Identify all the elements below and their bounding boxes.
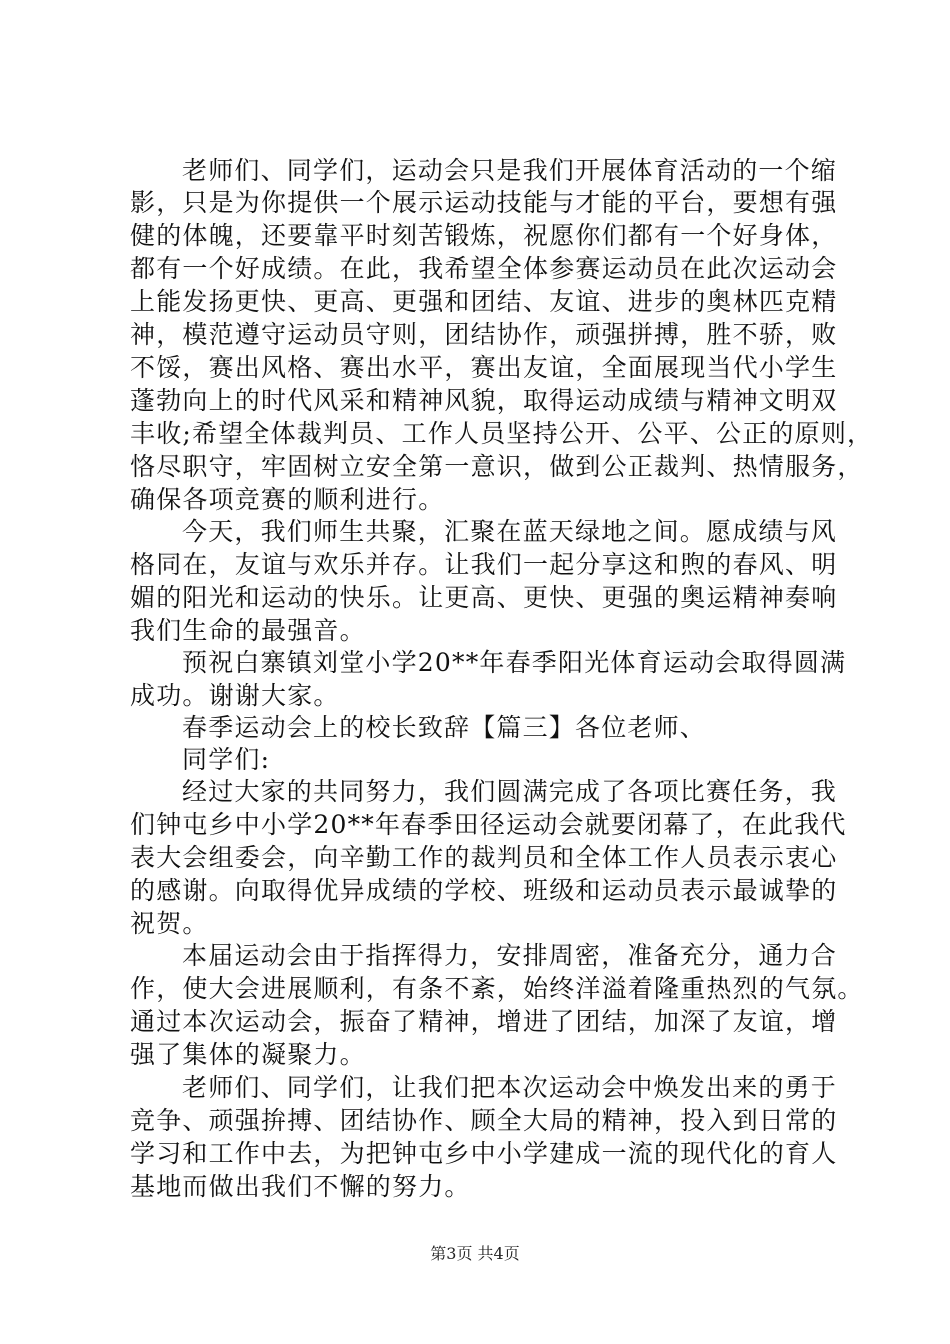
text-line: 今天，我们师生共聚，汇聚在蓝天绿地之间。愿成绩与风 [182, 517, 838, 546]
text-line: 们钟屯乡中小学20**年春季田径运动会就要闭幕了，在此我代 [130, 810, 847, 839]
text-line: 的感谢。向取得优异成绩的学校、班级和运动员表示最诚挚的 [130, 876, 838, 905]
text-line: 基地而做出我们不懈的努力。 [130, 1172, 471, 1201]
text-line: 本届运动会由于指挥得力，安排周密，准备充分，通力合 [182, 941, 838, 970]
text-line: 同学们: [182, 745, 271, 774]
text-line: 恪尽职守，牢固树立安全第一意识，做到公正裁判、热情服务， [130, 452, 864, 481]
text-line: 经过大家的共同努力，我们圆满完成了各项比赛任务，我 [182, 777, 838, 806]
text-line: 竞争、顽强拚搏、团结协作、顾全大局的精神，投入到日常的 [130, 1106, 838, 1135]
text-line: 上能发扬更快、更高、更强和团结、友谊、进步的奥林匹克精 [130, 287, 838, 316]
text-line: 我们生命的最强音。 [130, 616, 366, 645]
text-line: 都有一个好成绩。在此，我希望全体参赛运动员在此次运动会 [130, 254, 838, 283]
text-line: 不馁，赛出风格、赛出水平，赛出友谊，全面展现当代小学生 [130, 353, 838, 382]
text-line: 格同在，友谊与欢乐并存。让我们一起分享这和煦的春风、明 [130, 550, 838, 579]
text-line: 作，使大会进展顺利，有条不紊，始终洋溢着隆重热烈的气氛。 [130, 974, 864, 1003]
page-footer: 第3页 共4页 [430, 1244, 520, 1263]
text-line: 祝贺。 [130, 909, 209, 938]
text-line: 通过本次运动会，振奋了精神，增进了团结，加深了友谊，增 [130, 1007, 838, 1036]
text-line: 媚的阳光和运动的快乐。让更高、更快、更强的奥运精神奏响 [130, 583, 838, 612]
text-line: 春季运动会上的校长致辞【篇三】各位老师、 [182, 713, 707, 742]
text-line: 健的体魄，还要靠平时刻苦锻炼，祝愿你们都有一个好身体， [130, 221, 838, 250]
text-line: 老师们、同学们，运动会只是我们开展体育活动的一个缩 [182, 156, 838, 185]
text-line: 预祝白寨镇刘堂小学20**年春季阳光体育运动会取得圆满 [182, 648, 847, 677]
text-line: 成功。谢谢大家。 [130, 681, 340, 710]
text-line: 确保各项竞赛的顺利进行。 [130, 485, 445, 514]
text-line: 神，模范遵守运动员守则，团结协作，顽强拼搏，胜不骄，败 [130, 320, 838, 349]
text-line: 强了集体的凝聚力。 [130, 1040, 366, 1069]
text-line: 蓬勃向上的时代风采和精神风貌，取得运动成绩与精神文明双 [130, 386, 838, 415]
text-line: 影，只是为你提供一个展示运动技能与才能的平台，要想有强 [130, 188, 838, 217]
text-line: 学习和工作中去，为把钟屯乡中小学建成一流的现代化的育人 [130, 1139, 838, 1168]
text-line: 老师们、同学们，让我们把本次运动会中焕发出来的勇于 [182, 1073, 838, 1102]
text-line: 丰收;希望全体裁判员、工作人员坚持公开、公平、公正的原则， [130, 419, 874, 448]
text-line: 表大会组委会，向辛勤工作的裁判员和全体工作人员表示衷心 [130, 843, 838, 872]
